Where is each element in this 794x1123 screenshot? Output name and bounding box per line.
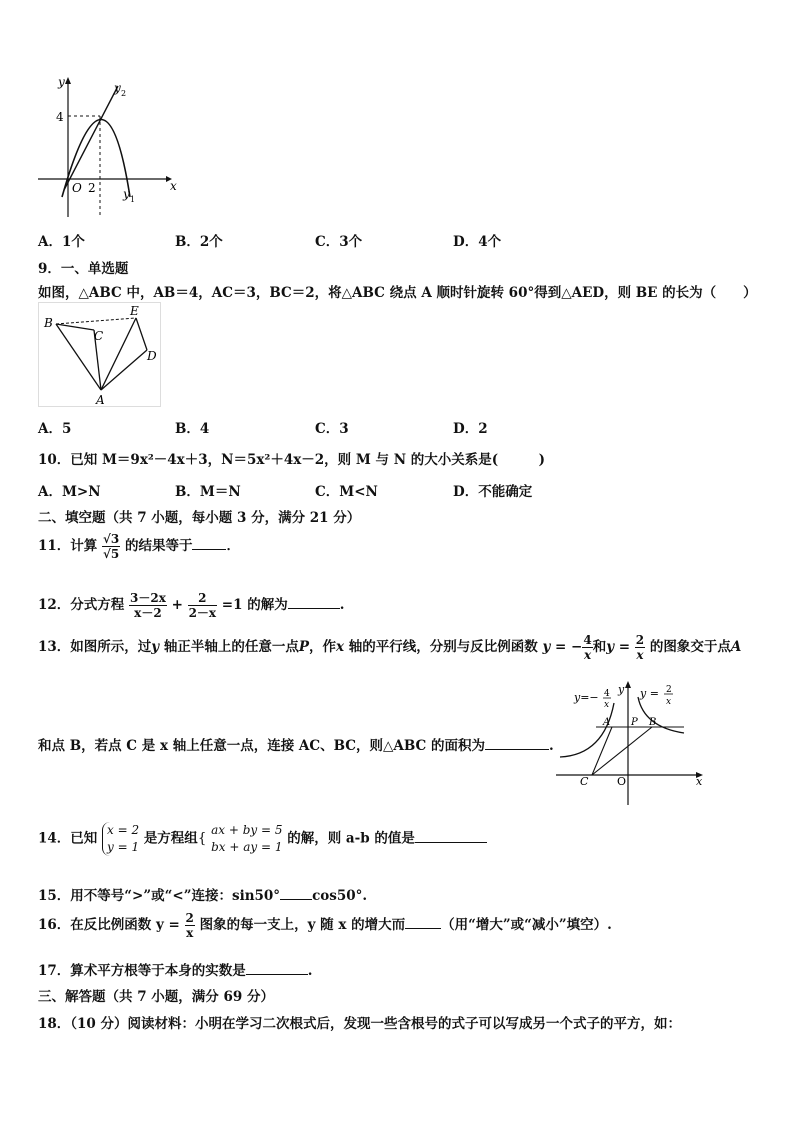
q14: 14．已知 x = 2 y = 1 是方程组{ ax + by = 5 bx + ay = 1 的解，则 a-b 的值是	[38, 822, 487, 856]
q8-option-d: D．4个	[453, 234, 502, 250]
q10-option-c: C．M<N	[315, 484, 378, 500]
q13-line1: 13．如图所示，过y 轴正半轴上的任意一点P，作x 轴的平行线，分别与反比例函数 y = − $\frac{4}{x}$ 和y = $\frac{2}{x}$ 的图象交于点A	[38, 633, 742, 662]
q9-header: 9．一、单选题	[38, 261, 129, 277]
q14-answer-blank[interactable]	[415, 830, 487, 843]
svg-text:2: 2	[666, 685, 672, 695]
svg-text:4: 4	[604, 689, 610, 699]
svg-text:A: A	[96, 393, 105, 407]
q13-line2: 和点 B，若点 C 是 x 轴上任意一点，连接 AC、BC，则△ABC 的面积为 .	[38, 738, 554, 754]
q9-stem: 如图，△ABC 中，AB＝4，AC＝3，BC＝2，将△ABC 绕点 A 顺时针旋转 60°得到△AED，则 BE 的长为（ ）	[38, 285, 757, 301]
svg-text:B: B	[44, 316, 53, 330]
section-2-heading: 二、填空题（共 7 小题，每小题 3 分，满分 21 分）	[38, 510, 361, 526]
q8-option-b: B．2个	[175, 234, 223, 250]
svg-text:x: x	[666, 697, 672, 707]
q10-stem: 10．已知 M＝9x²－4x＋3，N＝5x²＋4x－2，则 M 与 N 的大小关系是( )	[38, 452, 546, 468]
q9-option-d: D．2	[453, 421, 488, 437]
svg-text:C: C	[94, 329, 104, 343]
svg-text:O: O	[617, 775, 627, 788]
svg-text:O: O	[72, 181, 82, 195]
svg-text:C: C	[580, 775, 589, 788]
q9-option-c: C．3	[315, 421, 349, 437]
svg-text:y =: y =	[640, 687, 659, 700]
svg-text:y: y	[58, 75, 65, 89]
section-3-heading: 三、解答题（共 7 小题，满分 69 分）	[38, 989, 274, 1005]
q9-option-a: A．5	[38, 421, 72, 437]
q17-answer-blank[interactable]	[246, 962, 308, 975]
q11-answer-blank[interactable]	[192, 537, 226, 550]
svg-text:2: 2	[121, 89, 127, 98]
svg-text:x: x	[696, 775, 703, 788]
q12-answer-blank[interactable]	[288, 596, 340, 609]
q16-answer-blank[interactable]	[405, 916, 441, 929]
q13-answer-blank[interactable]	[485, 737, 549, 750]
q12: 12．分式方程 $\frac{3-2x}{x-2}$ + $\frac{2}{2-x}$ =1 的解为 .	[38, 591, 345, 620]
svg-text:x: x	[170, 179, 177, 193]
q10-option-b: B．M＝N	[175, 484, 241, 500]
q10-option-d: D．不能确定	[453, 484, 533, 500]
q8-option-c: C．3个	[315, 234, 363, 250]
svg-text:E: E	[130, 304, 139, 318]
svg-text:B: B	[649, 717, 657, 728]
svg-text:2: 2	[88, 181, 96, 195]
svg-text:y=−: y=−	[574, 691, 599, 704]
q15-answer-blank[interactable]	[280, 887, 312, 900]
q15: 15．用不等号“>”或“<”连接：sin50° cos50°.	[38, 888, 368, 904]
svg-text:4: 4	[56, 110, 64, 124]
svg-text:D: D	[147, 349, 157, 363]
q16: 16．在反比例函数 y = $\frac{2}{x}$ 图象的每一支上，y 随 x 的增大而 （用“增大”或“减小”填空）.	[38, 911, 612, 940]
line-y2	[64, 86, 118, 190]
q11: 11．计算 $\frac{√3}{√5}$ 的结果等于 ．	[38, 532, 240, 561]
svg-text:y: y	[114, 81, 121, 95]
q17: 17．算术平方根等于本身的实数是 .	[38, 963, 313, 979]
q9-option-b: B．4	[175, 421, 210, 437]
q8-graph	[30, 72, 180, 222]
svg-text:1: 1	[130, 195, 136, 204]
q9-figure	[38, 302, 162, 408]
svg-text:y: y	[123, 187, 130, 201]
q10-option-a: A．M>N	[38, 484, 101, 500]
svg-text:y: y	[618, 683, 625, 696]
q18-intro: 18．（10 分）阅读材料：小明在学习二次根式后，发现一些含根号的式子可以写成另一个式子的平方，如：	[38, 1016, 682, 1032]
q8-option-a: A．1个	[38, 234, 85, 250]
svg-text:A: A	[603, 717, 611, 728]
q13-figure	[556, 679, 716, 807]
svg-text:x: x	[604, 700, 610, 710]
svg-text:P: P	[631, 717, 638, 728]
